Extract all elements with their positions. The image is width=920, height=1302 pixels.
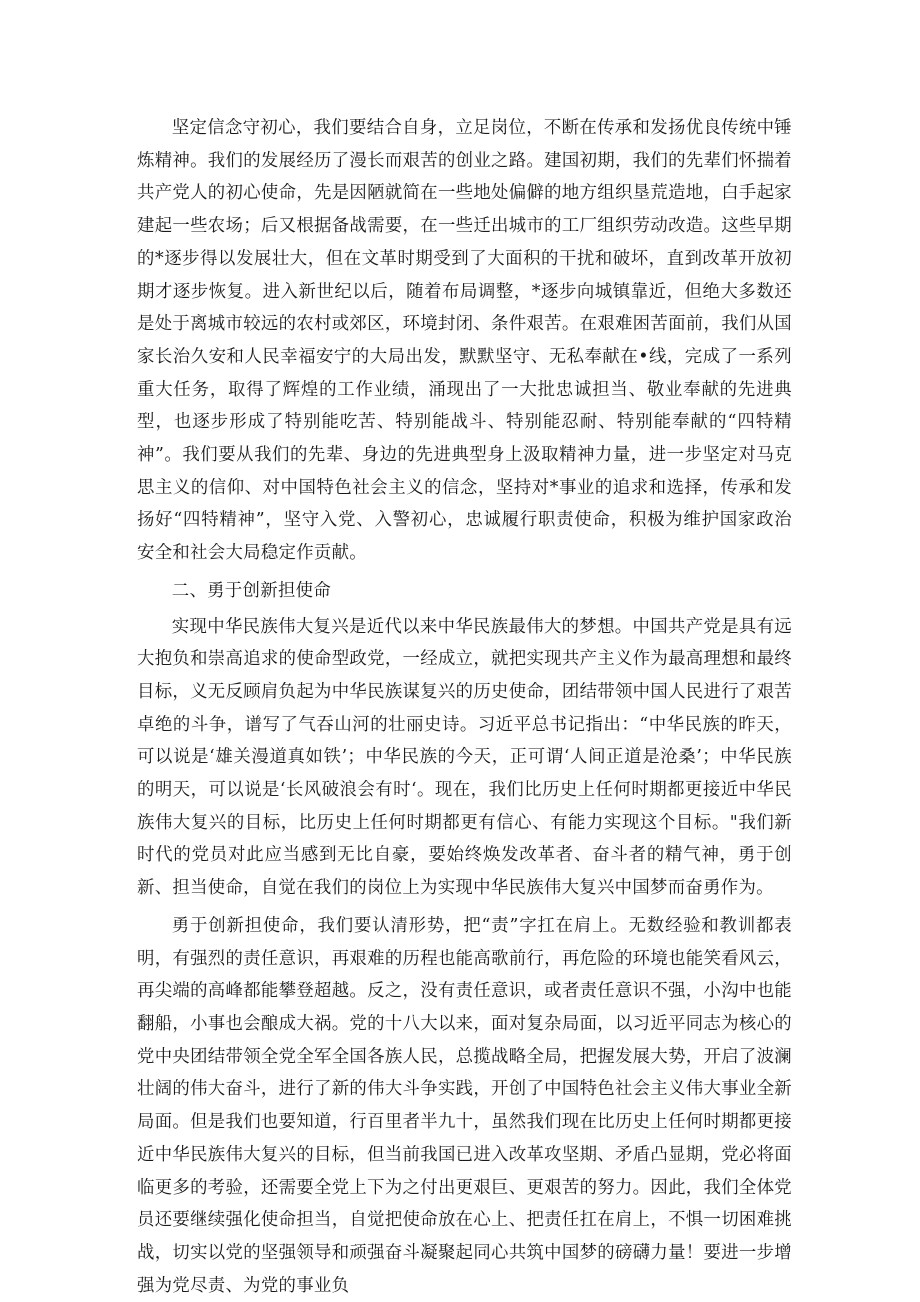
- paragraph-1: 坚定信念守初心，我们要结合自身，立足岗位，不断在传承和发扬优良传统中锤炼精神。我们的发展经历了漫长而艰苦的创业之路。建国初期，我们的先辈们怀揣着共产党人的初心使命，先是因陋就简在一些地处偏僻的地方组织垦荒造地，白手起家建起一些农场；后又根据备战需要，在一些迁出城市的工厂组织劳动改造。这些早期的*逐步得以发展壮大，但在文革时期受到了大面积的干扰和破坏，直到改革开放初期才逐步恢复。进入新世纪以后，随着布局调整，*逐步向城镇靠近，但绝大多数还是处于离城市较远的农村或郊区，环境封闭、条件艰苦。在艰难困苦面前，我们从国家长治久安和人民幸福安宁的大局出发，默默坚守、无私奉献在•线，完成了一系列重大任务，取得了辉煌的工作业绩，涌现出了一大批忠诚担当、敬业奉献的先进典型，也逐步形成了特别能吃苦、特别能战斗、特别能忍耐、特别能奉献的“四特精神”。我们要从我们的先辈、身边的先进典型身上汲取精神力量，进一步坚定对马克思主义的信仰、对中国特色社会主义的信念，坚持对*事业的追求和选择，传承和发扬好“四特精神”，坚守入党、入警初心，忠诚履行职责使命，积极为维护国家政治安全和社会大局稳定作贡献。: [137, 118, 792, 564]
- paragraph-3: 勇于创新担使命，我们要认清形势，把“责”字扛在肩上。无数经验和教训都表明，有强烈的责任意识，再艰难的历程也能高歌前行，再危险的环境也能笑看风云，再尖端的高峰都能攀登超越。反之，没有责任意识，或者责任意识不强，小沟中也能翻船，小事也会酿成大祸。党的十八大以来，面对复杂局面，以习近平同志为核心的党中央团结带领全党全军全国各族人民，总揽战略全局，把握发展大势，开启了波澜壮阔的伟大奋斗，进行了新的伟大斗争实践，开创了中国特色社会主义伟大事业全新局面。但是我们也要知道，行百里者半九十，虽然我们现在比历史上任何时期都更接近中华民族伟大复兴的目标，但当前我国已进入改革攻坚期、矛盾凸显期，党必将面临更多的考验，还需要全党上下为之付出更艰巨、更艰苦的努力。因此，我们全体党员还要继续强化使命担当，自觉把使命放在心上、把责任扛在肩上，不惧一切困难挑战，切实以党的坚强领导和顽强奋斗凝聚起同心共筑中国梦的磅礴力量！要进一步增强为党尽责、为党的事业负: [137, 915, 792, 1296]
- section-heading: 二、勇于创新担使命: [171, 580, 332, 601]
- paragraph-2: 实现中华民族伟大复兴是近代以来中华民族最伟大的梦想。中国共产党是具有远大抱负和崇高追求的使命型政党，一经成立，就把实现共产主义作为最高理想和最终目标，义无反顾肩负起为中华民族谋复兴的历史使命，团结带领中国人民进行了艰苦卓绝的斗争，谱写了气吞山河的壮丽史诗。习近平总书记指出：“中华民族的昨天，可以说是‘雄关漫道真如铁’；中华民族的今天，正可谓‘人间正道是沧桑’；中华民族的明天，可以说是‘长风破浪会有时‘。现在，我们比历史上任何时期都更接近中华民族伟大复兴的目标，比历史上任何时期都更有信心、有能力实现这个目标。"我们新时代的党员对此应当感到无比自豪，要始终焕发改革者、奋斗者的精气神，勇于创新、担当使命，自觉在我们的岗位上为实现中华民族伟大复兴中国梦而奋勇作为。: [137, 616, 792, 899]
- document-body: [137, 112, 792, 1302]
